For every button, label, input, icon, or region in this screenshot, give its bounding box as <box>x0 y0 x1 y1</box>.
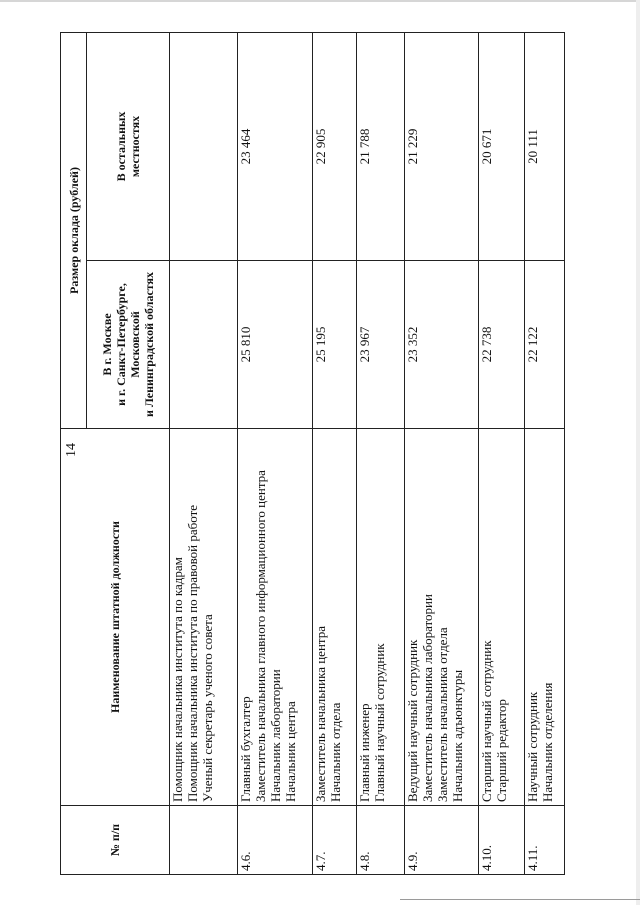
row-positions <box>170 429 238 806</box>
row-positions <box>313 429 357 806</box>
position-title: Заместитель начальника главного информационного центра <box>253 470 268 802</box>
salary-moscow: 22 122 <box>525 261 565 429</box>
header-number: № п/п <box>61 806 170 875</box>
row-positions <box>238 429 313 806</box>
position-title: Заместитель начальника лаборатории <box>420 594 435 802</box>
salary-other: 21 788 <box>357 33 405 261</box>
header-other-regions <box>87 33 170 261</box>
position-title: Заместитель начальника отдела <box>435 627 450 802</box>
position-title: Главный научный сотрудник <box>372 643 387 802</box>
table-row <box>357 33 405 875</box>
position-title: Заместитель начальника центра <box>313 625 328 802</box>
header-moscow-line: и Ленинградской областях <box>142 271 156 418</box>
salary-other: 20 671 <box>479 33 525 261</box>
salary-other: 22 905 <box>313 33 357 261</box>
row-number: 4.10. <box>479 806 525 875</box>
table-row <box>525 33 565 875</box>
table-row <box>170 33 238 875</box>
table-row <box>313 33 357 875</box>
position-title: Начальник адъюнктуры <box>450 669 465 802</box>
row-number: 4.8. <box>357 806 405 875</box>
header-moscow-line: и г. Санкт-Петербурге, <box>114 283 128 406</box>
position-title: Помощник начальника института по кадрам <box>170 557 185 802</box>
row-positions <box>405 429 479 806</box>
table-row <box>238 33 313 875</box>
position-title: Начальник отделения <box>540 682 555 802</box>
salary-table <box>60 32 565 875</box>
position-title: Начальник центра <box>283 701 298 802</box>
salary-moscow: 25 810 <box>238 261 313 429</box>
position-title: Ведущий научный сотрудник <box>405 639 420 802</box>
salary-moscow: 23 967 <box>357 261 405 429</box>
row-number <box>170 806 238 875</box>
row-positions <box>525 429 565 806</box>
position-title: Научный сотрудник <box>525 691 540 802</box>
position-title: Старший научный сотрудник <box>479 640 494 802</box>
row-positions <box>479 429 525 806</box>
row-number: 4.9. <box>405 806 479 875</box>
position-title: Главный бухгалтер <box>238 696 253 802</box>
row-positions <box>357 429 405 806</box>
header-moscow-line: Московской <box>128 311 142 378</box>
salary-other: 23 464 <box>238 33 313 261</box>
salary-other <box>170 33 238 261</box>
row-number: 4.6. <box>238 806 313 875</box>
position-title: Помощник начальника института по правовой работе <box>185 504 200 802</box>
salary-moscow: 23 352 <box>405 261 479 429</box>
row-number: 4.11. <box>525 806 565 875</box>
position-title: Начальник лаборатории <box>268 669 283 802</box>
salary-moscow: 22 738 <box>479 261 525 429</box>
table-row <box>405 33 479 875</box>
position-title: Начальник отдела <box>328 702 343 802</box>
salary-moscow: 25 195 <box>313 261 357 429</box>
position-title: Старший редактор <box>494 699 509 802</box>
table-row <box>479 33 525 875</box>
position-title: Ученый секретарь ученого совета <box>200 614 215 802</box>
header-moscow-line: В г. Москве <box>100 313 114 376</box>
header-other-line: местностях <box>128 115 142 178</box>
position-title: Главный инженер <box>357 703 372 802</box>
salary-moscow <box>170 261 238 429</box>
header-position-name: Наименование штатной должности <box>61 429 170 806</box>
header-moscow <box>87 261 170 429</box>
salary-other: 21 229 <box>405 33 479 261</box>
page-number: 14 <box>64 443 79 457</box>
row-number: 4.7. <box>313 806 357 875</box>
header-other-line: В остальных <box>114 111 128 182</box>
salary-other: 20 111 <box>525 33 565 261</box>
header-salary-group: Размер оклада (рублей) <box>61 33 87 429</box>
